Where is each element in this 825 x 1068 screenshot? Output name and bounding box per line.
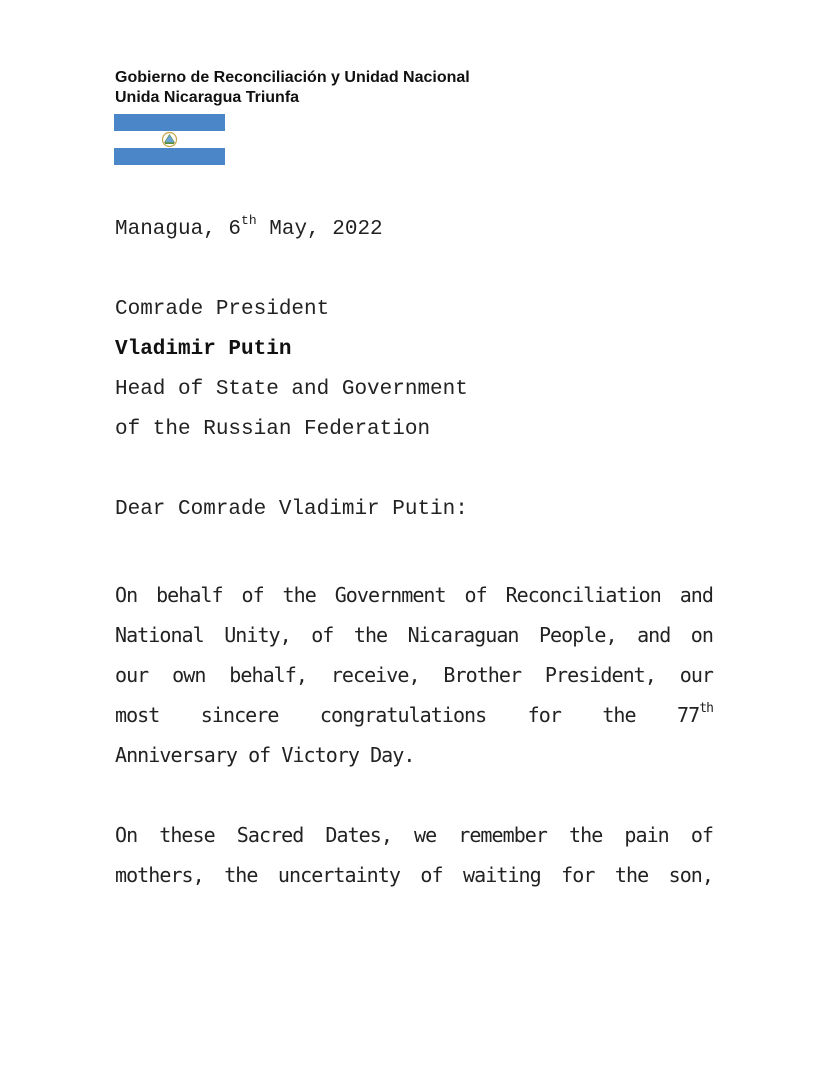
letterhead (115, 68, 470, 108)
paragraph2-line1: On these Sacred Dates, we remember the pain of (115, 823, 713, 847)
paragraph1-line1: On behalf of the Government of Reconciliation and (115, 583, 713, 607)
paragraph1-line3: our own behalf, receive, Brother President, our (115, 663, 713, 687)
paragraph2-line2: mothers, the uncertainty of waiting for the son, (115, 863, 713, 887)
letterhead-motto: Unida Nicaragua Triunfa (115, 89, 300, 106)
recipient-role-line1: Head of State and Government (115, 378, 468, 401)
recipient-title: Comrade President (115, 298, 330, 321)
recipient-name: Vladimir Putin (115, 338, 292, 361)
paragraph1-line4-text: most sincere congratulations for the 77 (115, 703, 700, 727)
paragraph1-line5: Anniversary of Victory Day. (115, 743, 415, 767)
letter-date (115, 213, 383, 241)
paragraph1-line2: National Unity, of the Nicaraguan People, and on (115, 623, 713, 647)
paragraph-congratulations (115, 575, 713, 775)
date-ordinal-suffix: th (241, 213, 257, 228)
anniversary-ordinal-suffix: th (699, 701, 713, 717)
letter-greeting: Dear Comrade Vladimir Putin: (115, 498, 468, 521)
letterhead-government-name: Gobierno de Reconciliación y Unidad Nacional (115, 69, 470, 86)
nicaragua-flag-icon (114, 114, 225, 165)
paragraph1-line4 (115, 695, 713, 735)
paragraph-remembrance (115, 815, 713, 895)
date-prefix: Managua, 6 (115, 218, 242, 241)
date-suffix: May, 2022 (256, 218, 383, 241)
recipient-role-line2: of the Russian Federation (115, 418, 431, 441)
